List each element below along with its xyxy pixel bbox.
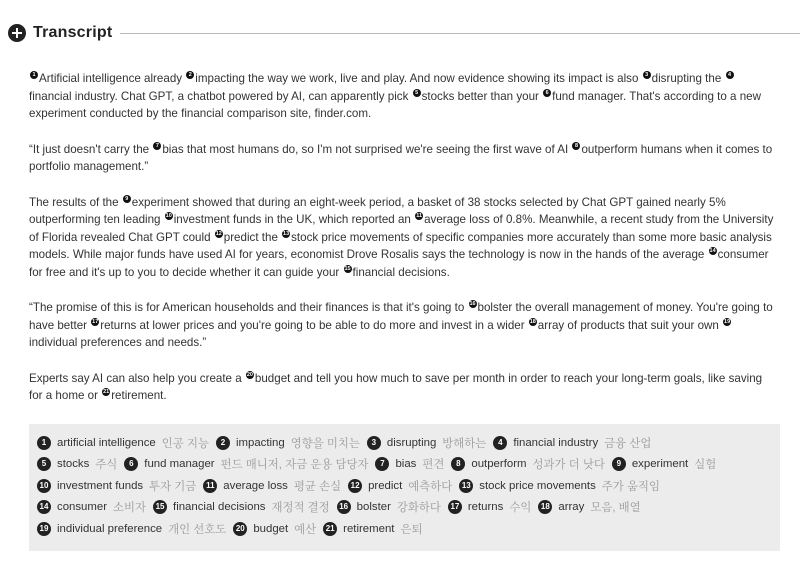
transcript-text: stocks better than your xyxy=(421,89,543,103)
vocab-korean: 금융 산업 xyxy=(604,437,652,450)
transcript-text: Artificial intelligence already xyxy=(39,72,186,85)
vocab-korean: 은퇴 xyxy=(400,523,423,536)
vocab-korean: 소비자 xyxy=(113,502,147,515)
vocab-korean: 주식 xyxy=(95,459,118,472)
vocab-english: array xyxy=(558,501,585,514)
vocab-korean: 모음, 배열 xyxy=(590,502,641,515)
transcript-text: bias that most humans do, so I'm not surprised we're seeing the first wave of AI xyxy=(162,142,572,156)
vocab-marker[interactable]: 8 xyxy=(572,142,580,150)
transcript-text: retirement. xyxy=(111,389,167,402)
vocab-marker[interactable]: 15 xyxy=(344,265,351,272)
transcript-text: “It just doesn't carry the xyxy=(29,142,153,156)
vocab-number-badge: 10 xyxy=(37,479,51,493)
vocab-marker[interactable]: 14 xyxy=(709,248,716,254)
vocab-number-badge: 11 xyxy=(203,479,217,493)
vocab-english: bolster xyxy=(356,501,391,514)
vocab-item xyxy=(37,435,209,451)
vocab-item xyxy=(37,499,146,515)
vocabulary-box xyxy=(29,424,780,551)
vocab-marker[interactable]: 11 xyxy=(416,213,423,219)
vocab-korean: 강화하다 xyxy=(396,502,441,515)
vocab-english: stock price movements xyxy=(479,479,596,492)
vocab-korean: 재정적 결정 xyxy=(271,502,330,515)
transcript-text: disrupting the xyxy=(651,72,725,85)
vocab-english: disrupting xyxy=(386,436,437,449)
vocab-english: experiment xyxy=(631,458,689,471)
vocab-english: impacting xyxy=(235,436,285,449)
vocab-item xyxy=(367,435,486,451)
vocab-english: bias xyxy=(395,458,417,471)
vocab-korean: 예측하다 xyxy=(408,480,453,493)
transcript-text: outperform humans when it comes to portfolio management.” xyxy=(29,142,773,173)
section-title: Transcript xyxy=(33,24,113,41)
transcript-paragraph xyxy=(29,141,774,176)
vocab-korean: 영향을 미치는 xyxy=(290,437,360,450)
vocab-number-badge: 3 xyxy=(367,436,381,450)
transcript-text: individual preferences and needs.” xyxy=(29,336,207,349)
vocab-korean: 수익 xyxy=(509,502,532,515)
transcript-text: returns at lower prices and you're going to be able to do more and invest in a wider xyxy=(100,318,528,332)
header-divider xyxy=(120,33,800,34)
transcript-paragraph xyxy=(29,194,774,282)
transcript-text: budget and tell you how much to save per month in order to reach your long-term goals, like saving for a home or xyxy=(29,371,763,402)
vocab-english: artificial intelligence xyxy=(57,436,156,449)
transcript-text: The results of the xyxy=(29,195,122,209)
vocab-marker[interactable]: 3 xyxy=(643,71,651,79)
transcript-text: financial industry. Chat GPT, a chatbot powered by AI, can apparently pick xyxy=(29,89,412,103)
vocab-item xyxy=(124,456,368,472)
vocab-marker[interactable]: 20 xyxy=(246,371,253,378)
vocab-marker[interactable]: 18 xyxy=(529,318,536,325)
vocab-marker[interactable]: 5 xyxy=(413,89,421,97)
vocab-marker[interactable]: 7 xyxy=(153,142,161,150)
vocab-number-badge: 14 xyxy=(37,500,51,514)
vocab-item xyxy=(493,435,651,451)
transcript-text: impacting the way we work, live and play. And now evidence showing its impact is also xyxy=(195,72,642,85)
transcript-text: fund manager. That's according to a new experiment conducted by the financial comparison site, finder.com. xyxy=(29,89,761,120)
vocab-korean: 펀드 매니저, 자금 운용 담당자 xyxy=(220,459,369,472)
vocab-english: consumer xyxy=(57,501,108,514)
vocab-row xyxy=(37,518,772,540)
vocab-korean: 실험 xyxy=(694,459,717,472)
vocab-english: stocks xyxy=(57,458,90,471)
vocab-english: fund manager xyxy=(144,458,215,471)
transcript-text: investment funds in the UK, which reported an xyxy=(173,213,415,226)
vocab-korean: 평균 손실 xyxy=(293,480,342,493)
vocab-korean: 투자 기금 xyxy=(149,480,197,493)
vocab-number-badge: 6 xyxy=(124,457,138,471)
vocab-number-badge: 12 xyxy=(348,479,362,493)
vocab-item xyxy=(216,435,360,451)
transcript-header xyxy=(8,22,800,44)
vocab-marker[interactable]: 21 xyxy=(103,389,110,395)
vocab-number-badge: 15 xyxy=(153,500,167,514)
vocab-number-badge: 17 xyxy=(448,500,462,514)
vocab-item xyxy=(612,456,716,472)
vocab-marker[interactable]: 17 xyxy=(92,318,99,325)
vocab-korean: 방해하는 xyxy=(442,437,487,450)
vocab-item xyxy=(37,521,226,537)
vocab-item xyxy=(233,521,316,537)
vocab-marker[interactable]: 1 xyxy=(30,71,38,79)
vocab-number-badge: 1 xyxy=(37,436,51,450)
vocab-item xyxy=(37,456,117,472)
vocab-english: investment funds xyxy=(57,479,144,492)
vocab-number-badge: 20 xyxy=(233,522,247,536)
vocab-item xyxy=(459,478,660,494)
vocab-marker[interactable]: 16 xyxy=(469,301,476,307)
vocab-korean: 인공 지능 xyxy=(161,437,209,450)
vocab-english: retirement xyxy=(343,522,395,535)
vocab-number-badge: 18 xyxy=(538,500,552,514)
transcript-text: array of products that suit your own xyxy=(537,318,723,332)
vocab-marker[interactable]: 13 xyxy=(283,230,290,237)
vocab-korean: 개인 선호도 xyxy=(168,523,227,536)
vocab-marker[interactable]: 2 xyxy=(186,71,194,79)
transcript-text: bolster the overall management of money. You're going to have better xyxy=(29,301,773,332)
transcript-paragraph xyxy=(29,299,774,352)
vocab-row xyxy=(37,497,772,519)
vocab-english: returns xyxy=(467,501,504,514)
vocab-number-badge: 8 xyxy=(451,457,465,471)
vocab-item xyxy=(451,456,604,472)
vocab-row xyxy=(37,475,772,497)
transcript-paragraph xyxy=(29,370,774,405)
vocab-number-badge: 4 xyxy=(493,436,507,450)
vocab-number-badge: 16 xyxy=(337,500,351,514)
transcript-text: stock price movements of specific companies more accurately than some more basic analysis models. While major funds have used AI for years, economist Drove Rosalis says the technology is now in the hands of the average xyxy=(29,230,772,261)
transcript-text: predict the xyxy=(223,230,282,244)
vocab-item xyxy=(153,499,330,515)
vocab-korean: 성과가 더 낫다 xyxy=(532,459,605,472)
vocab-row xyxy=(37,454,772,476)
vocab-marker[interactable]: 12 xyxy=(215,230,222,237)
transcript-text: financial decisions. xyxy=(352,265,450,279)
vocab-number-badge: 2 xyxy=(216,436,230,450)
vocab-korean: 편견 xyxy=(422,459,445,472)
vocab-item xyxy=(337,499,441,515)
vocab-number-badge: 7 xyxy=(375,457,389,471)
vocab-english: budget xyxy=(253,522,289,535)
vocab-number-badge: 9 xyxy=(612,457,626,471)
transcript-text: consumer for free and it's up to you to decide whether it can guide your xyxy=(29,248,769,279)
vocab-marker[interactable]: 9 xyxy=(123,195,131,203)
vocab-item xyxy=(323,521,422,537)
vocab-marker[interactable]: 10 xyxy=(165,213,172,219)
vocab-marker[interactable]: 6 xyxy=(543,89,551,97)
vocab-number-badge: 19 xyxy=(37,522,51,536)
vocab-number-badge: 13 xyxy=(459,479,473,493)
transcript-body xyxy=(29,70,774,423)
vocab-item xyxy=(448,499,531,515)
transcript-text: “The promise of this is for American households and their finances is that it's going to xyxy=(29,301,468,314)
vocab-english: financial decisions xyxy=(173,501,266,514)
vocab-english: average loss xyxy=(223,479,288,492)
vocab-item xyxy=(348,478,452,494)
vocab-marker[interactable]: 4 xyxy=(726,71,734,79)
vocab-number-badge: 21 xyxy=(323,522,337,536)
transcript-text: Experts say AI can also help you create a xyxy=(29,371,245,385)
vocab-row xyxy=(37,432,772,454)
vocab-item xyxy=(538,499,640,515)
vocab-marker[interactable]: 19 xyxy=(724,318,731,325)
transcript-text: average loss of 0.8%. Meanwhile, a recent study from the University of Florida revealed Chat GPT could xyxy=(29,213,774,244)
vocab-english: outperform xyxy=(471,458,527,471)
transcript-paragraph xyxy=(29,70,774,123)
vocab-english: predict xyxy=(368,479,403,492)
vocab-korean: 주가 움직임 xyxy=(601,480,660,493)
vocab-item xyxy=(37,478,196,494)
vocab-item xyxy=(203,478,341,494)
vocab-english: individual preference xyxy=(57,522,163,535)
transcript-text: experiment showed that during an eight-week period, a basket of 38 stocks selected by Chat GPT gained nearly 5% outperforming ten leading xyxy=(29,195,726,226)
plus-circle-icon[interactable] xyxy=(8,24,26,42)
vocab-number-badge: 5 xyxy=(37,457,51,471)
vocab-english: financial industry xyxy=(513,436,599,449)
vocab-korean: 예산 xyxy=(294,523,317,536)
vocab-item xyxy=(375,456,444,472)
